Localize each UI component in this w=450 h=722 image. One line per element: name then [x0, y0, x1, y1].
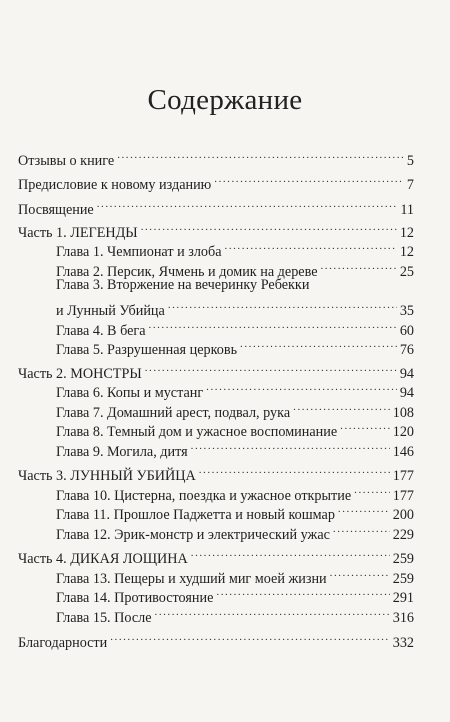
toc-entry-label: Глава 15. После	[56, 610, 152, 626]
toc-entry-page: 94	[399, 366, 414, 382]
toc-entry-page: 177	[392, 488, 414, 504]
toc-entry-label: Глава 5. Разрушенная церковь	[56, 342, 238, 358]
toc-entry-label: Глава 7. Домашний арест, подвал, рука	[56, 405, 291, 421]
dot-leader	[240, 334, 397, 354]
toc-entry-acknowledgements[interactable]	[18, 627, 414, 651]
toc-entry-label: Благодарности	[18, 635, 108, 651]
dot-leader	[214, 169, 404, 189]
toc-entry-label: Глава 9. Могила, дитя	[56, 444, 188, 460]
dot-leader	[155, 602, 390, 622]
toc-entry-page: 229	[392, 527, 414, 543]
toc-entry-page: 316	[392, 610, 414, 626]
toc-entry-label: Глава 6. Копы и мустанг	[56, 385, 204, 401]
dot-leader	[216, 582, 389, 602]
dot-leader	[168, 295, 397, 315]
toc-chapter-14[interactable]	[56, 582, 414, 606]
toc-part-1[interactable]	[18, 217, 414, 241]
toc-entry-page: 7	[406, 177, 414, 193]
toc-entry-label: и Лунный Убийца	[56, 303, 165, 319]
toc-entry-page: 12	[399, 244, 414, 260]
toc-entry-page: 108	[392, 405, 414, 421]
toc-part-2[interactable]	[18, 358, 414, 382]
toc-entry-label: Предисловие к новому изданию	[18, 177, 212, 193]
toc-entry-page: 259	[392, 551, 414, 567]
toc-entry-page: 200	[392, 507, 414, 523]
toc-chapter-13[interactable]	[56, 563, 414, 587]
toc-entry-label: Часть 1. ЛЕГЕНДЫ	[18, 225, 138, 241]
dot-leader	[330, 563, 390, 583]
dot-leader	[225, 236, 397, 256]
toc-chapter-11[interactable]	[56, 499, 414, 523]
toc-entry-page: 12	[399, 225, 414, 241]
toc-entry-preface[interactable]	[18, 169, 414, 193]
page-title: Содержание	[147, 84, 303, 116]
toc-entry-label: Часть 4. ДИКАЯ ЛОЩИНА	[18, 551, 188, 567]
toc-chapter-1[interactable]	[56, 236, 414, 260]
dot-leader	[293, 397, 390, 417]
dot-leader	[141, 217, 397, 237]
toc-entry-label: Глава 11. Прошлое Паджетта и новый кошмар	[56, 507, 335, 523]
toc-chapter-3-line1[interactable]: Глава 3. Вторжение на вечеринку Ребекки	[56, 277, 310, 293]
toc-entry-page: 332	[392, 635, 414, 651]
toc-entry-page: 60	[399, 323, 414, 339]
toc-chapter-2[interactable]	[56, 256, 414, 280]
toc-entry-label: Глава 13. Пещеры и худший миг моей жизни	[56, 571, 327, 587]
toc-entry-label: Часть 2. МОНСТРЫ	[18, 366, 142, 382]
toc-entry-label: Глава 4. В бега	[56, 323, 146, 339]
toc-chapter-6[interactable]	[56, 377, 414, 401]
toc-part-3[interactable]	[18, 460, 414, 484]
dot-leader	[206, 377, 397, 397]
toc-entry-page: 11	[400, 202, 414, 218]
toc-chapter-8[interactable]	[56, 416, 414, 440]
toc-entry-dedication[interactable]	[18, 194, 414, 218]
toc-entry-page: 291	[392, 590, 414, 606]
dot-leader	[110, 627, 389, 647]
toc-chapter-4[interactable]	[56, 315, 414, 339]
toc-entry-label: Отзывы о книге	[18, 153, 115, 169]
dot-leader	[338, 499, 390, 519]
toc-entry-label: Глава 8. Темный дом и ужасное воспоминание	[56, 424, 338, 440]
dot-leader	[117, 145, 404, 165]
dot-leader	[145, 358, 397, 378]
toc-chapter-12[interactable]	[56, 519, 414, 543]
dot-leader	[340, 416, 390, 436]
dot-leader	[354, 480, 390, 500]
toc-entry-page: 25	[399, 264, 414, 280]
toc-entry-page: 94	[399, 385, 414, 401]
toc-part-4[interactable]	[18, 543, 414, 567]
dot-leader	[149, 315, 397, 335]
dot-leader	[199, 460, 390, 480]
toc-entry-page: 35	[399, 303, 414, 319]
dot-leader	[191, 436, 390, 456]
toc-entry-label: Часть 3. ЛУННЫЙ УБИЙЦА	[18, 468, 196, 484]
toc-entry-label: Глава 12. Эрик-монстр и электрический ужас	[56, 527, 330, 543]
toc-entry-page: 76	[399, 342, 414, 358]
toc-entry-label: Глава 2. Персик, Ячмень и домик на дереве	[56, 264, 318, 280]
dot-leader	[97, 194, 398, 214]
dot-leader	[191, 543, 390, 563]
toc-entry-label: Глава 1. Чемпионат и злоба	[56, 244, 222, 260]
toc-chapter-10[interactable]	[56, 480, 414, 504]
toc-entry-page: 259	[392, 571, 414, 587]
toc-entry-page: 5	[406, 153, 414, 169]
dot-leader	[321, 256, 397, 276]
toc-chapter-5[interactable]	[56, 334, 414, 358]
toc-entry-reviews[interactable]	[18, 145, 414, 169]
toc-chapter-9[interactable]	[56, 436, 414, 460]
dot-leader	[333, 519, 390, 539]
toc-entry-page: 120	[392, 424, 414, 440]
toc-chapter-15[interactable]	[56, 602, 414, 626]
toc-chapter-3[interactable]	[56, 295, 414, 319]
toc-entry-label: Глава 10. Цистерна, поездка и ужасное открытие	[56, 488, 352, 504]
toc-chapter-7[interactable]	[56, 397, 414, 421]
toc-entry-page: 146	[392, 444, 414, 460]
toc-entry-page: 177	[392, 468, 414, 484]
toc-entry-label: Посвящение	[18, 202, 94, 218]
toc-entry-label: Глава 14. Противостояние	[56, 590, 214, 606]
